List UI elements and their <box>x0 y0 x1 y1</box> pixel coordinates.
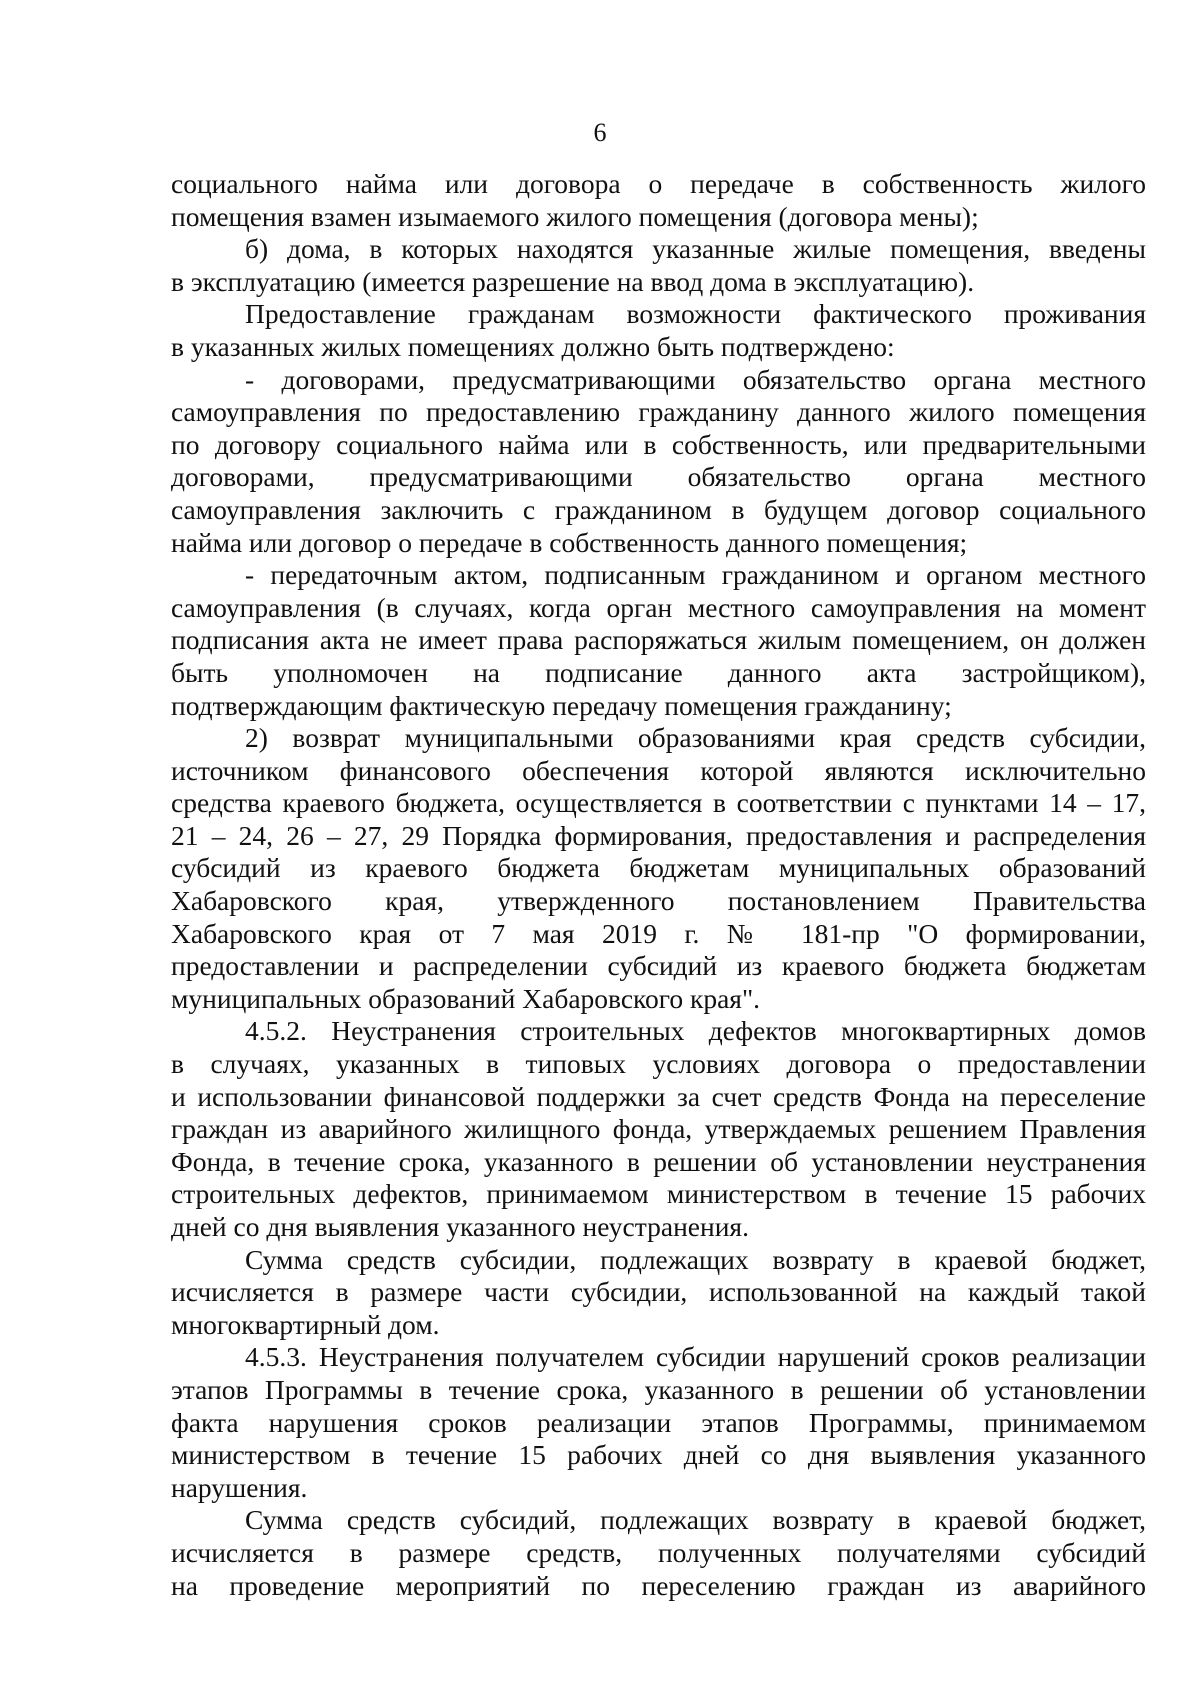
text-line: Хабаровского края от 7 мая 2019 г. № 181-пр "О формировании, <box>171 917 1146 949</box>
text-line: граждан из аварийного жилищного фонда, утверждаемых решением Правления <box>171 1113 1146 1145</box>
text-line: б) дома, в которых находятся указанные жилые помещения, введены <box>245 233 1146 265</box>
text-line: дней со дня выявления указанного неустранения. <box>171 1211 749 1242</box>
text-line: 4.5.2. Неустранения строительных дефектов многоквартирных домов <box>245 1015 1146 1047</box>
text-line: предоставлении и распределении субсидий из краевого бюджета бюджетам <box>171 950 1146 982</box>
text-line: подписания акта не имеет права распоряжаться жилым помещением, он должен <box>171 624 1146 656</box>
text-line: найма или договор о передаче в собственность данного помещения; <box>171 526 968 558</box>
body-text <box>171 168 1146 1602</box>
text-line: в эксплуатацию (имеется разрешение на ввод дома в эксплуатацию). <box>171 265 975 297</box>
text-line: в указанных жилых помещениях должно быть подтверждено: <box>171 330 895 362</box>
page-number: 6 <box>593 118 607 147</box>
text-line: исчисляется в размере части субсидии, использованной на каждый такой <box>171 1276 1146 1308</box>
text-line: 2) возврат муниципальными образованиями края средств субсидии, <box>245 722 1146 754</box>
text-line: на проведение мероприятий по переселению граждан из аварийного <box>171 1569 1146 1601</box>
text-line: самоуправления (в случаях, когда орган местного самоуправления на момент <box>171 591 1146 623</box>
text-line: социального найма или договора о передаче в собственность жилого <box>171 168 1146 199</box>
text-line: 21 – 24, 26 – 27, 29 Порядка формирования, предоставления и распределения <box>171 819 1146 851</box>
text-line: Хабаровского края, утвержденного постановлением Правительства <box>171 885 1146 917</box>
text-line: Сумма средств субсидий, подлежащих возврату в краевой бюджет, <box>245 1504 1146 1536</box>
text-line: муниципальных образований Хабаровского края". <box>171 982 761 1014</box>
text-line: многоквартирный дом. <box>171 1308 440 1340</box>
text-line: - договорами, предусматривающими обязательство органа местного <box>245 363 1146 395</box>
text-line: быть уполномочен на подписание данного акта застройщиком), <box>171 656 1146 688</box>
text-line: 4.5.3. Неустранения получателем субсидии нарушений сроков реализации <box>245 1341 1146 1373</box>
text-line: этапов Программы в течение срока, указанного в решении об установлении <box>171 1373 1146 1405</box>
text-line: нарушения. <box>171 1471 308 1503</box>
text-line: самоуправления заключить с гражданином в будущем договор социального <box>171 493 1146 525</box>
text-line: средства краевого бюджета, осуществляется в соответствии с пунктами 14 – 17, <box>171 787 1146 819</box>
text-line: источником финансового обеспечения которой являются исключительно <box>171 754 1146 786</box>
text-line: помещения взамен изымаемого жилого помещения (договора мены); <box>171 200 979 232</box>
text-line: подтверждающим фактическую передачу помещения гражданину; <box>171 689 952 721</box>
text-line: Предоставление гражданам возможности фактического проживания <box>245 298 1146 330</box>
text-line: по договору социального найма или в собственность, или предварительными <box>171 428 1146 460</box>
text-line: исчисляется в размере средств, полученных получателями субсидий <box>171 1536 1146 1568</box>
text-line: в случаях, указанных в типовых условиях договора о предоставлении <box>171 1048 1146 1080</box>
text-line: факта нарушения сроков реализации этапов Программы, принимаемом <box>171 1406 1146 1438</box>
text-line: Сумма средств субсидии, подлежащих возврату в краевой бюджет, <box>245 1243 1146 1275</box>
text-line: договорами, предусматривающими обязательство органа местного <box>171 461 1146 493</box>
text-line: субсидий из краевого бюджета бюджетам муниципальных образований <box>171 852 1146 884</box>
text-line: и использовании финансовой поддержки за счет средств Фонда на переселение <box>171 1080 1146 1112</box>
text-line: самоуправления по предоставлению гражданину данного жилого помещения <box>171 396 1146 428</box>
text-line: министерством в течение 15 рабочих дней со дня выявления указанного <box>171 1439 1146 1471</box>
text-line: - передаточным актом, подписанным гражданином и органом местного <box>245 559 1146 591</box>
text-line: Фонда, в течение срока, указанного в решении об установлении неустранения <box>171 1145 1146 1177</box>
text-line: строительных дефектов, принимаемом министерством в течение 15 рабочих <box>171 1178 1146 1210</box>
